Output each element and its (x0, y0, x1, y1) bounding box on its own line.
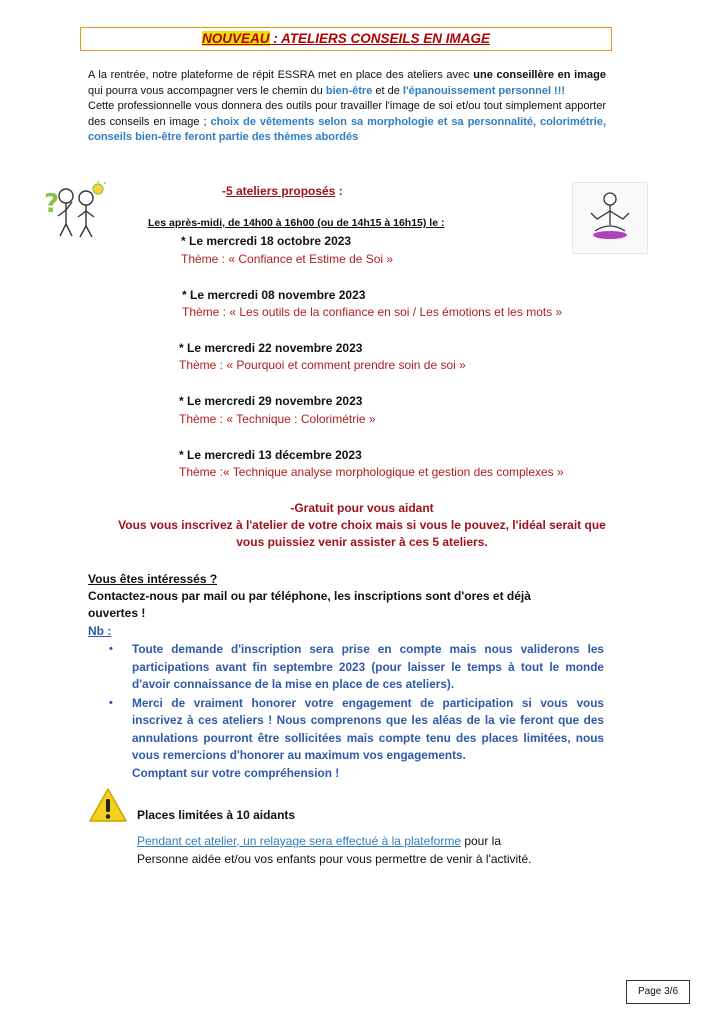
svg-text:?: ? (44, 189, 60, 219)
bullet-icon: • (109, 696, 113, 709)
places-text (137, 832, 532, 868)
intro-blue: choix de vêtements selon sa morphologie et sa personnalité, colorimétrie, conseils bien-être feront partie des thèmes abordés (88, 115, 606, 143)
gratuit-text: vous puissiez venir assister à ces 5 ateliers. (236, 535, 488, 549)
nb-item-text: Merci de vraiment honorer votre engagement de participation si vous vous inscrivez à ces ateliers ! Nous comprenons que les aléas de la vie feront que des annulations pourront être sollicitées mais compte tenu des places limitées, nous vous remercions d'honorer au maximum vos engagements. (132, 695, 604, 762)
intro-blue: bien-être (325, 84, 373, 97)
intro-text: A la rentrée, notre plateforme de répit ESSRA met en place des ateliers avec (88, 69, 474, 81)
contact-text: Contactez-nous par mail ou par téléphone, les inscriptions sont d'ores et déjà (88, 589, 531, 603)
intro-blue: l'épanouissement personnel !!! (402, 84, 566, 97)
nb-label: Nb : (88, 624, 112, 638)
session-theme: Thème : « Pourquoi et comment prendre soin de soi » (179, 358, 466, 372)
session-date: * Le mercredi 22 novembre 2023 (179, 341, 363, 355)
places-rest: pour la (461, 834, 502, 848)
session-date: * Le mercredi 29 novembre 2023 (179, 394, 363, 408)
session-theme: Thème : « Les outils de la confiance en soi / Les émotions et les mots » (182, 305, 563, 319)
intro-paragraph (88, 68, 606, 146)
session-theme: Thème : « Confiance et Estime de Soi » (181, 252, 394, 266)
intro-text: Cette professionnelle vous donnera des outils pour travailler l'image de soi et/ou tout simplement apporter des conseils en image ; (88, 100, 606, 128)
intro-text: qui pourra vous accompagner vers le chemin du (88, 84, 326, 97)
gratuit-text: Vous vous inscrivez à l'atelier de votre choix mais si vous le pouvez, l'idéal serait que (118, 518, 606, 532)
ateliers-prefix: - (222, 184, 226, 198)
places-heading: Places limitées à 10 aidants (137, 808, 296, 822)
nb-list (109, 641, 604, 782)
ateliers-heading (222, 184, 343, 198)
ateliers-heading-suffix: : (335, 184, 343, 198)
places-rest: Personne aidée et/ou vos enfants pour vous permettre de venir à l'activité. (137, 852, 532, 866)
session-theme: Thème : « Technique : Colorimétrie » (179, 412, 376, 426)
thinking-figures-icon (42, 180, 108, 240)
gratuit-heading: -Gratuit pour vous aidant (290, 501, 434, 515)
meditation-icon (572, 182, 648, 254)
session-date: * Le mercredi 13 décembre 2023 (179, 448, 362, 462)
list-item (109, 641, 604, 694)
relayage-link[interactable]: Pendant cet atelier, un relayage sera effectué à la plateforme (137, 834, 461, 848)
contact-text: ouvertes ! (88, 606, 146, 620)
page-number: Page 3/6 (626, 980, 690, 1004)
page-title (80, 27, 612, 51)
ateliers-heading-text: 5 ateliers proposés (226, 184, 336, 198)
title-highlight: NOUVEAU (201, 31, 270, 46)
nb-item-text: Toute demande d'inscription sera prise en compte mais nous validerons les participations avant fin septembre 2023 (pour laisser le temps à tout le monde d'avoir connaissance de la mise en place de ces ateliers). (132, 642, 604, 691)
list-item (109, 695, 604, 783)
nb-item-end: Comptant sur votre compréhension ! (132, 765, 340, 780)
session-date: * Le mercredi 08 novembre 2023 (182, 288, 366, 302)
title-rest: : ATELIERS CONSEILS EN IMAGE (269, 31, 491, 46)
session-theme: Thème :« Technique analyse morphologique et gestion des complexes » (179, 465, 564, 479)
warning-icon (88, 787, 128, 823)
bullet-icon: • (109, 643, 113, 655)
session-date: * Le mercredi 18 octobre 2023 (181, 234, 352, 248)
contact-heading: Vous êtes intéressés ? (88, 572, 218, 586)
schedule-line: Les après-midi, de 14h00 à 16h00 (ou de 14h15 à 16h15) le : (148, 217, 445, 229)
intro-bold: une conseillère en image (473, 69, 606, 81)
intro-text: et de (372, 84, 403, 97)
